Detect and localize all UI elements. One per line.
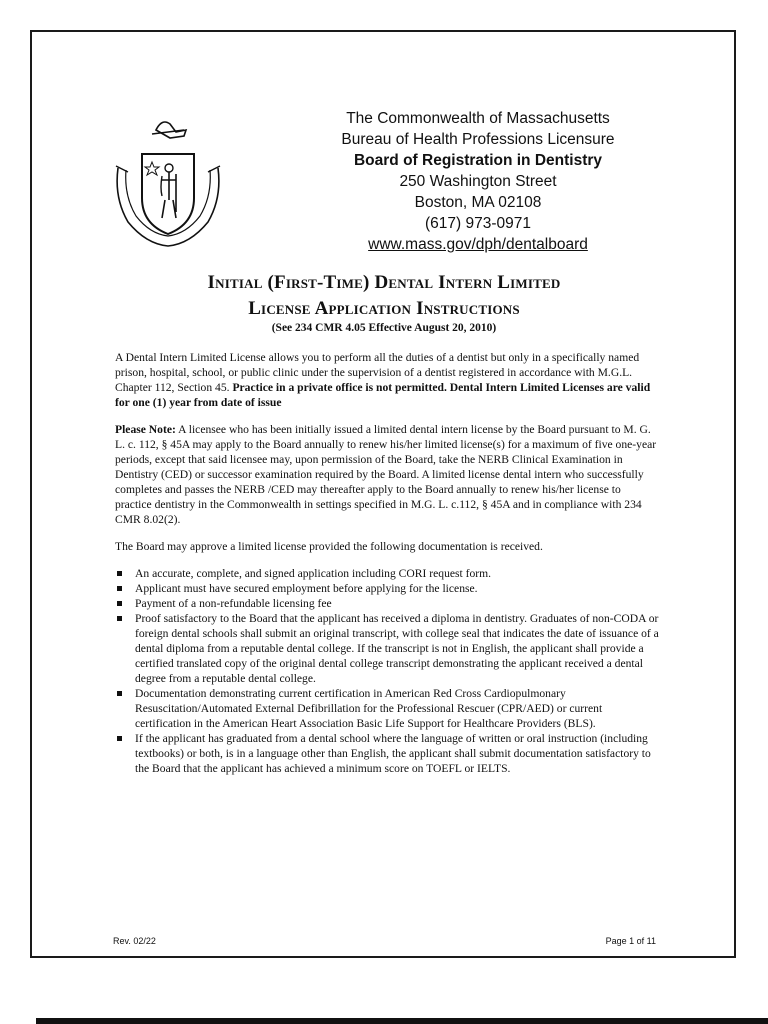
massachusetts-seal-icon [112,112,224,252]
requirements-list [115,566,660,776]
list-item: Applicant must have secured employment before applying for the license. [115,581,660,596]
instructions-body [115,350,660,776]
note-paragraph [115,422,660,527]
page-title [80,270,688,322]
revision-label: Rev. 02/22 [113,936,156,946]
intro-text: A Dental Intern Limited License allows you to perform all the duties of a dentist but only in a specifically named prison, hospital, school, or public clinic under the supervision of a dentist registered in accordance with M.G.L. Chapter 112, Section 45. [115,351,640,394]
board-name: Board of Registration in Dentistry [353,152,603,169]
commonwealth-name: The Commonwealth of Massachusetts [346,110,610,127]
agency-header [300,108,656,255]
street-address: 250 Washington Street [399,173,557,190]
list-item: Documentation demonstrating current certification in American Red Cross Cardiopulmonary Resuscitation/Automated External Defibrillation for the Professional Rescuer (CPR/AED) or current certification in the American Heart Association Basic Life Support for Healthcare Providers (BLS). [115,686,660,731]
intro-bold-text: Practice in a private office is not permitted. Dental Intern Limited Licenses are valid for one (1) year from date of issue [115,381,651,409]
list-item: Proof satisfactory to the Board that the applicant has received a diploma in dentistry. Graduates of non-CODA or foreign dental schools shall submit an original transcript, with college seal that indicates the date of issuance of a dental diploma from a reputable dental college. If the transcript is not in English, the applicant shall provide a certified translated copy of the original dental college transcript demonstrating the applicant received a dental degree from a reputable dental college. [115,611,660,686]
list-item: An accurate, complete, and signed application including CORI request form. [115,566,660,581]
note-text: A licensee who has been initially issued a limited dental intern license by the Board pursuant to M. G. L. c. 112, § 45A may apply to the Board annually to renew his/her limited license(s) for a maximum of five one-year periods, except that said licensee may, upon permission of the Board, take the NERB Clinical Examination in Dentistry (CED) or successor examination required by the Board. A limited license dental intern who successfully completes and passes the NERB /CED may thereafter apply to the Board annually to renew his/her license to practice dentistry in the Commonwealth in settings specified in M.G. L. c.112, § 45A and in compliance with 234 CMR 8.02(2). [115,423,657,526]
page-number: Page 1 of 11 [605,936,656,946]
bureau-name: Bureau of Health Professions Licensure [341,131,615,148]
regulation-reference: (See 234 CMR 4.05 Effective August 20, 2010) [271,322,497,334]
title-line-1: Initial (First-Time) Dental Intern Limited [207,272,561,293]
phone-number: (617) 973-0971 [425,215,531,232]
intro-paragraph [115,350,660,410]
city-state-zip: Boston, MA 02108 [414,194,542,211]
list-item: If the applicant has graduated from a dental school where the language of written or oral instruction (including textbooks) or both, is in a language other than English, the applicant shall submit documentation satisfactory to the Board that the applicant has achieved a minimum score on TOEFL or IELTS. [115,731,660,776]
approval-paragraph: The Board may approve a limited license provided the following documentation is received. [115,540,543,553]
title-line-2: License Application Instructions [248,298,520,319]
next-page-edge [36,1018,768,1024]
board-website-link[interactable]: www.mass.gov/dph/dentalboard [368,236,588,253]
note-label: Please Note: [115,423,176,436]
list-item: Payment of a non-refundable licensing fee [115,596,660,611]
